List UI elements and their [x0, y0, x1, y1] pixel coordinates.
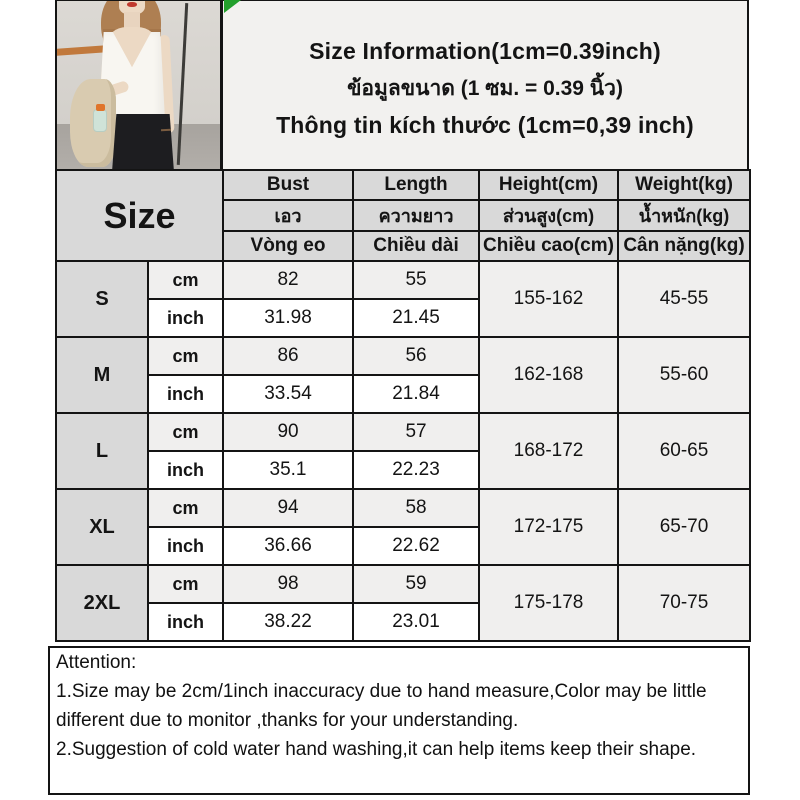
model-lips — [127, 2, 137, 7]
length-inch-cell: 22.23 — [353, 451, 479, 489]
size-cell: L — [56, 413, 148, 489]
col-header-weight-vi: Cân nặng(kg) — [618, 231, 750, 261]
size-cell: M — [56, 337, 148, 413]
attention-box — [48, 646, 750, 795]
title-thai: ข้อมูลขนาด (1 ซม. = 0.39 นิ้ว) — [347, 76, 623, 100]
height-range-cell: 168-172 — [479, 413, 618, 489]
height-range-cell: 155-162 — [479, 261, 618, 337]
col-header-bust-th: เอว — [223, 200, 353, 231]
col-header-weight-en: Weight(kg) — [618, 170, 750, 200]
bust-inch-cell: 38.22 — [223, 603, 353, 641]
bust-cm-cell: 86 — [223, 337, 353, 375]
bust-cm-cell: 82 — [223, 261, 353, 299]
weight-range-cell: 65-70 — [618, 489, 750, 565]
bust-cm-cell: 90 — [223, 413, 353, 451]
attention-note-1: 1.Size may be 2cm/1inch inaccuracy due to hand measure,Color may be little different due to monitor ,thanks for your understanding. — [56, 680, 707, 731]
length-cm-cell: 57 — [353, 413, 479, 451]
unit-label-cell: cm — [148, 413, 223, 451]
col-header-height-vi: Chiều cao(cm) — [479, 231, 618, 261]
length-inch-cell: 21.45 — [353, 299, 479, 337]
col-header-bust-en: Bust — [223, 170, 353, 200]
col-header-bust-vi: Vòng eo — [223, 231, 353, 261]
unit-label-cell: inch — [148, 603, 223, 641]
unit-label-cell: cm — [148, 489, 223, 527]
bust-inch-cell: 36.66 — [223, 527, 353, 565]
col-header-length-en: Length — [353, 170, 479, 200]
unit-label-cell: cm — [148, 261, 223, 299]
title-vietnamese: Thông tin kích thước (1cm=0,39 inch) — [276, 111, 694, 138]
attention-title: Attention: — [56, 652, 137, 673]
length-cm-cell: 58 — [353, 489, 479, 527]
height-range-cell: 172-175 — [479, 489, 618, 565]
title-english: Size Information(1cm=0.39inch) — [309, 37, 661, 64]
size-table-container — [55, 169, 749, 642]
unit-label-cell: cm — [148, 565, 223, 603]
col-header-weight-th: น้ำหนัก(kg) — [618, 200, 750, 231]
size-table — [55, 169, 751, 642]
bust-inch-cell: 31.98 — [223, 299, 353, 337]
length-cm-cell: 55 — [353, 261, 479, 299]
weight-range-cell: 60-65 — [618, 413, 750, 489]
model-bottle — [93, 109, 107, 132]
size-cell: XL — [56, 489, 148, 565]
length-inch-cell: 21.84 — [353, 375, 479, 413]
bust-inch-cell: 35.1 — [223, 451, 353, 489]
attention-note-2: 2.Suggestion of cold water hand washing,it can help items keep their shape. — [56, 738, 697, 760]
unit-label-cell: inch — [148, 299, 223, 337]
weight-range-cell: 70-75 — [618, 565, 750, 641]
bust-cm-cell: 98 — [223, 565, 353, 603]
unit-label-cell: inch — [148, 451, 223, 489]
height-range-cell: 162-168 — [479, 337, 618, 413]
weight-range-cell: 55-60 — [618, 337, 750, 413]
weight-range-cell: 45-55 — [618, 261, 750, 337]
green-corner-marker-icon — [224, 0, 241, 13]
length-inch-cell: 23.01 — [353, 603, 479, 641]
height-range-cell: 175-178 — [479, 565, 618, 641]
col-header-height-th: ส่วนสูง(cm) — [479, 200, 618, 231]
model-bottle-cap — [96, 104, 105, 111]
length-cm-cell: 56 — [353, 337, 479, 375]
size-cell: 2XL — [56, 565, 148, 641]
length-cm-cell: 59 — [353, 565, 479, 603]
length-inch-cell: 22.62 — [353, 527, 479, 565]
unit-label-cell: inch — [148, 527, 223, 565]
unit-label-cell: cm — [148, 337, 223, 375]
unit-label-cell: inch — [148, 375, 223, 413]
size-info-header — [222, 0, 749, 171]
model-skirt — [112, 114, 174, 171]
col-header-length-vi: Chiều dài — [353, 231, 479, 261]
col-header-length-th: ความยาว — [353, 200, 479, 231]
size-cell: S — [56, 261, 148, 337]
product-photo — [55, 0, 222, 171]
size-column-header: Size — [56, 170, 223, 261]
col-header-height-en: Height(cm) — [479, 170, 618, 200]
bust-inch-cell: 33.54 — [223, 375, 353, 413]
bust-cm-cell: 94 — [223, 489, 353, 527]
